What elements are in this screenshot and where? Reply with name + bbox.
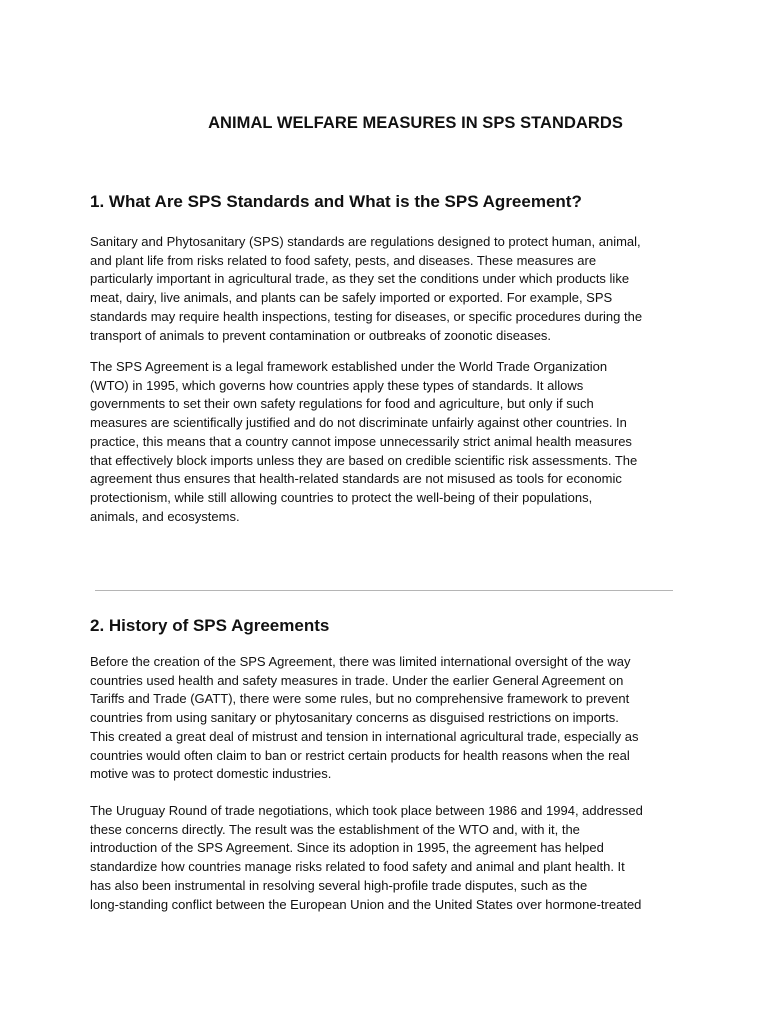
text-line: standards may require health inspections, testing for diseases, or specific procedures during the <box>90 308 643 324</box>
document-title: ANIMAL WELFARE MEASURES IN SPS STANDARDS <box>208 114 623 132</box>
text-line: countries used health and safety measures in trade. Under the earlier General Agreement on <box>90 672 624 688</box>
text-line: Before the creation of the SPS Agreement, there was limited international oversight of the way <box>90 654 631 669</box>
text-line: long-standing conflict between the European Union and the United States over hormone-treated <box>90 896 642 912</box>
text-line: agreement thus ensures that health-related standards are not misused as tools for economic <box>90 471 622 487</box>
section-2-paragraph-1 <box>90 653 690 784</box>
text-line: has also been instrumental in resolving several high-profile trade disputes, such as the <box>90 877 588 893</box>
section-divider <box>95 590 673 591</box>
text-line: (WTO) in 1995, which governs how countries apply these types of standards. It allows <box>90 377 584 393</box>
text-line: measures are scientifically justified and do not discriminate unfairly against other countries. In <box>90 415 627 431</box>
text-line: meat, dairy, live animals, and plants can be safely imported or exported. For example, SPS <box>90 290 613 306</box>
text-line: governments to set their own safety regulations for food and agriculture, but only if such <box>90 396 594 412</box>
text-line: protectionism, while still allowing countries to protect the well-being of their populations, <box>90 489 593 505</box>
section-2-heading: 2. History of SPS Agreements <box>90 616 330 635</box>
text-line: motive was to protect domestic industries. <box>90 766 332 782</box>
text-line: countries from using sanitary or phytosanitary concerns as disguised restrictions on imports. <box>90 710 619 726</box>
text-line: Sanitary and Phytosanitary (SPS) standards are regulations designed to protect human, animal, <box>90 234 641 249</box>
section-1-paragraph-1 <box>90 233 690 345</box>
section-1-heading: 1. What Are SPS Standards and What is the SPS Agreement? <box>90 192 582 211</box>
text-line: and plant life from risks related to food safety, pests, and diseases. These measures are <box>90 252 597 268</box>
text-line: The SPS Agreement is a legal framework established under the World Trade Organization <box>90 359 608 374</box>
text-line: introduction of the SPS Agreement. Since its adoption in 1995, the agreement has helped <box>90 840 604 856</box>
text-line: animals, and ecosystems. <box>90 508 240 524</box>
text-line: standardize how countries manage risks related to food safety and animal and plant health. It <box>90 859 625 875</box>
text-line: practice, this means that a country cannot impose unnecessarily strict animal health measures <box>90 433 632 449</box>
section-2-paragraph-2 <box>90 802 690 914</box>
text-line: that effectively block imports unless they are based on credible scientific risk assessments. The <box>90 452 638 468</box>
section-1-paragraph-2 <box>90 358 690 526</box>
text-line: countries would often claim to ban or restrict certain products for health reasons when the real <box>90 747 630 763</box>
text-line: This created a great deal of mistrust and tension in international agricultural trade, especially as <box>90 728 639 744</box>
text-line: Tariffs and Trade (GATT), there were some rules, but no comprehensive framework to prevent <box>90 691 630 707</box>
text-line: these concerns directly. The result was the establishment of the WTO and, with it, the <box>90 821 580 837</box>
text-line: The Uruguay Round of trade negotiations, which took place between 1986 and 1994, addressed <box>90 803 643 818</box>
text-line: particularly important in agricultural trade, as they set the conditions under which products like <box>90 271 630 287</box>
text-line: transport of animals to prevent contamination or outbreaks of zoonotic diseases. <box>90 327 552 343</box>
